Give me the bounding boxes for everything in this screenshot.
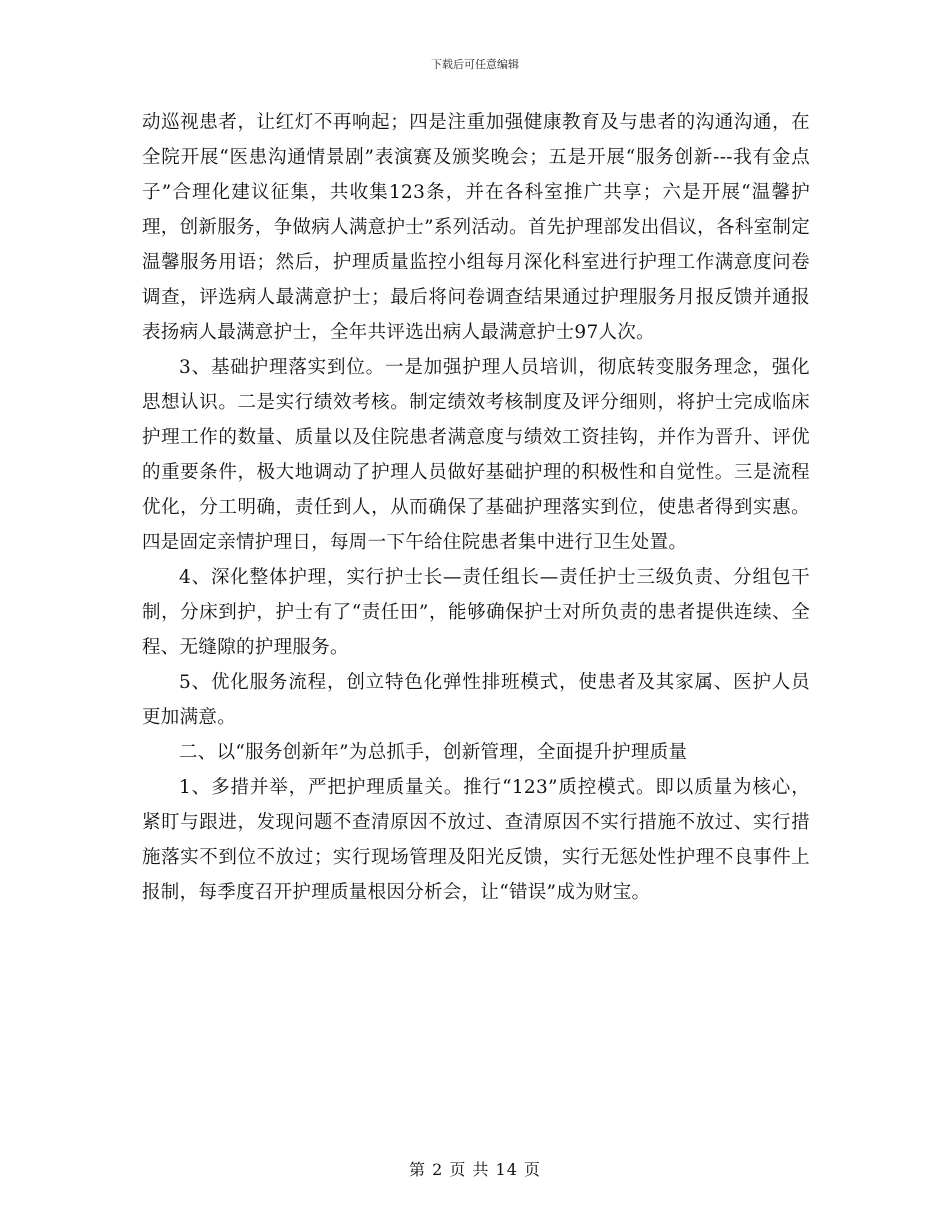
page-header: 下载后可任意编辑	[431, 58, 519, 71]
paragraph-quality-control: 1、多措并举，严把护理质量关。推行“123”质控模式。即以质量为核心，紧盯与跟进，发现问题不查清原因不放过、查清原因不实行措施不放过、实行措施落实不到位不放过；实行现场管理及阳光反馈，实行无惩处性护理不良事件上报制，每季度召开护理质量根因分析会，让“错误”成为财宝。	[142, 777, 810, 903]
paragraph-continuation: 动巡视患者，让红灯不再响起；四是注重加强健康教育及与患者的沟通沟通，在全院开展“医患沟通情景剧”表演赛及颁奖晚会；五是开展“服务创新---我有金点子”合理化建议征集，共收集123条，并在各科室推广共享；六是开展“温馨护理，创新服务，争做病人满意护士”系列活动。首先护理部发出倡议，各科室制定温馨服务用语；然后，护理质量监控小组每月深化科室进行护理工作满意度问卷调查，评选病人最满意护士；最后将问卷调查结果通过护理服务月报反馈并通报表扬病人最满意护士，全年共评选出病人最满意护士97人次。	[142, 112, 810, 343]
document-body	[142, 105, 810, 910]
section-heading: 二、以“服务创新年”为总抓手，创新管理，全面提升护理质量	[179, 742, 688, 763]
page-footer: 第 2 页 共 14 页	[409, 1160, 541, 1179]
paragraph-holistic-nursing: 4、深化整体护理，实行护士长—责任组长—责任护士三级负责、分组包干制，分床到护，护士有了“责任田”，能够确保护士对所负责的患者提供连续、全程、无缝隙的护理服务。	[142, 567, 810, 658]
paragraph-service-process: 5、优化服务流程，创立特色化弹性排班模式，使患者及其家属、医护人员更加满意。	[142, 672, 810, 728]
paragraph-basic-nursing: 3、基础护理落实到位。一是加强护理人员培训，彻底转变服务理念，强化思想认识。二是实行绩效考核。制定绩效考核制度及评分细则，将护士完成临床护理工作的数量、质量以及住院患者满意度与绩效工资挂钩，并作为晋升、评优的重要条件，极大地调动了护理人员做好基础护理的积极性和自觉性。三是流程优化，分工明确，责任到人，从而确保了基础护理落实到位，使患者得到实惠。四是固定亲情护理日，每周一下午给住院患者集中进行卫生处置。	[142, 357, 810, 553]
